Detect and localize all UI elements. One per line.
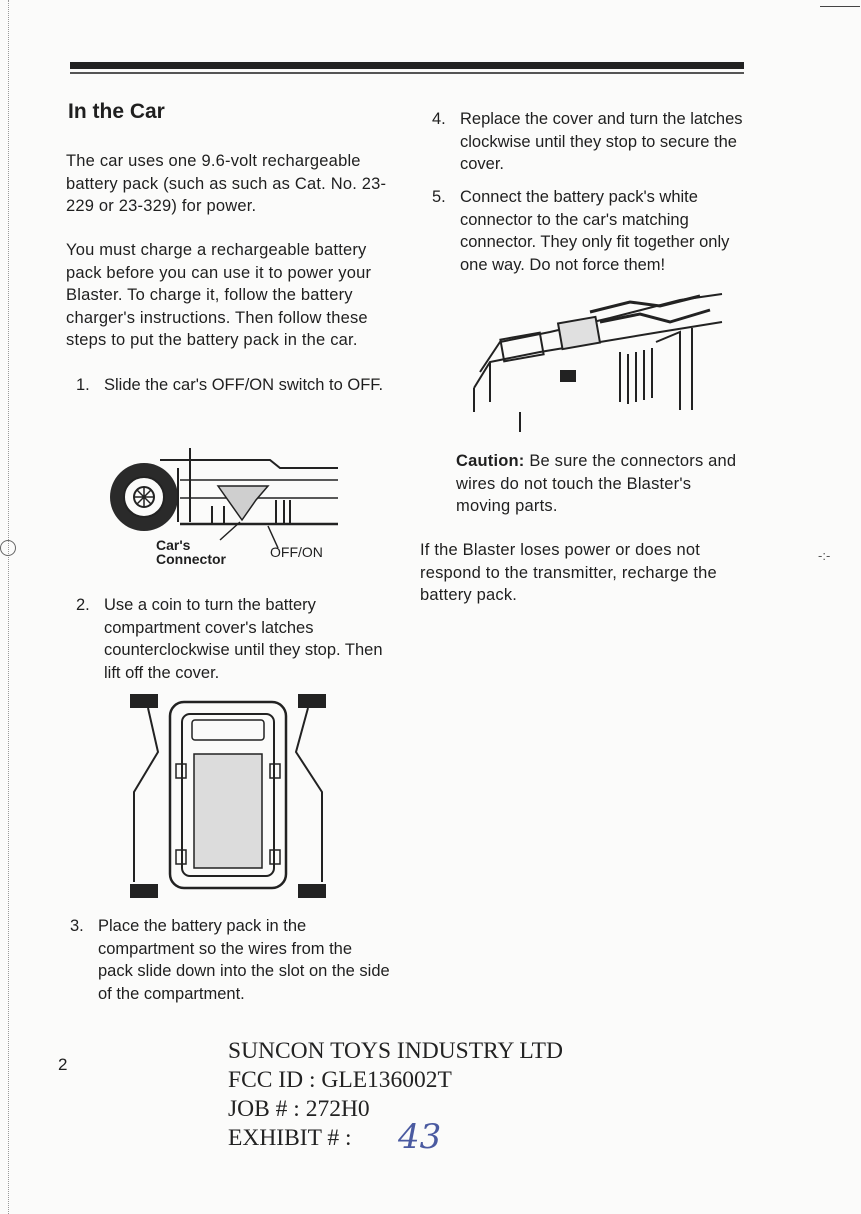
step-text: Connect the battery pack's white connector to the car's matching connector. They only fit together only one way. Do not force them! [460, 188, 730, 274]
intro-paragraph-1: The car uses one 9.6-volt rechargeable battery pack (such as such as Cat. No. 23-229 or 23-329) for power. [66, 152, 387, 216]
stamp-fcc-id: FCC ID : GLE136002T [228, 1067, 452, 1093]
stamp-exhibit-number: 43 [398, 1117, 442, 1157]
caution-text: Be sure the connectors and wires do not touch the Blaster's moving parts. [456, 452, 737, 516]
step-3 [70, 915, 390, 1007]
caution-note [456, 450, 740, 518]
scan-mark-right: -:- [818, 548, 831, 563]
step-number: 2. [76, 596, 90, 614]
label-off-on: OFF/ON [270, 544, 323, 560]
step-text: Use a coin to turn the battery compartment cover's latches counterclockwise until they stop. Then lift off the cover. [104, 596, 383, 682]
stamp-job: JOB # : 272H0 [228, 1096, 370, 1122]
scan-artifact-left [8, 0, 9, 1214]
stamp-exhibit-label: EXHIBIT # : [228, 1125, 352, 1151]
step-number: 3. [70, 917, 84, 935]
step-2 [76, 594, 394, 686]
header-rule [70, 62, 744, 69]
page-number: 2 [58, 1055, 68, 1074]
label-cars-connector: Car's Connector [156, 537, 226, 567]
stamp-company: SUNCON TOYS INDUSTRY LTD [228, 1038, 563, 1064]
step-text: Place the battery pack in the compartment so the wires from the pack slide down into the slot on the side of the compartment. [98, 917, 390, 1003]
step-text: Replace the cover and turn the latches clockwise until they stop to secure the cover. [460, 110, 743, 174]
scan-mark-left [0, 540, 16, 556]
step-5 [432, 186, 744, 278]
connector-illustration [460, 292, 730, 432]
step-text: Slide the car's OFF/ON switch to OFF. [104, 376, 384, 394]
power-note: If the Blaster loses power or does not respond to the transmitter, recharge the battery pack. [420, 541, 717, 605]
section-title: In the Car [68, 100, 165, 123]
intro-paragraph-2: You must charge a rechargeable battery pack before you can use it to power your Blaster. To charge it, follow the battery charger's instructions. Then follow these steps to put the battery pack in the car. [66, 241, 372, 350]
caution-label: Caution: [456, 452, 525, 470]
step-number: 4. [432, 110, 446, 128]
step-1 [76, 374, 392, 420]
step-4 [432, 108, 744, 178]
battery-compartment-illustration [128, 692, 328, 902]
header-rule-thin [70, 72, 744, 74]
step-number: 5. [432, 188, 446, 206]
figure-car-side [100, 440, 360, 580]
step-number: 1. [76, 376, 90, 394]
scan-artifact-right [820, 6, 860, 7]
figure-connector [460, 292, 730, 432]
figure-battery-compartment [128, 692, 328, 902]
